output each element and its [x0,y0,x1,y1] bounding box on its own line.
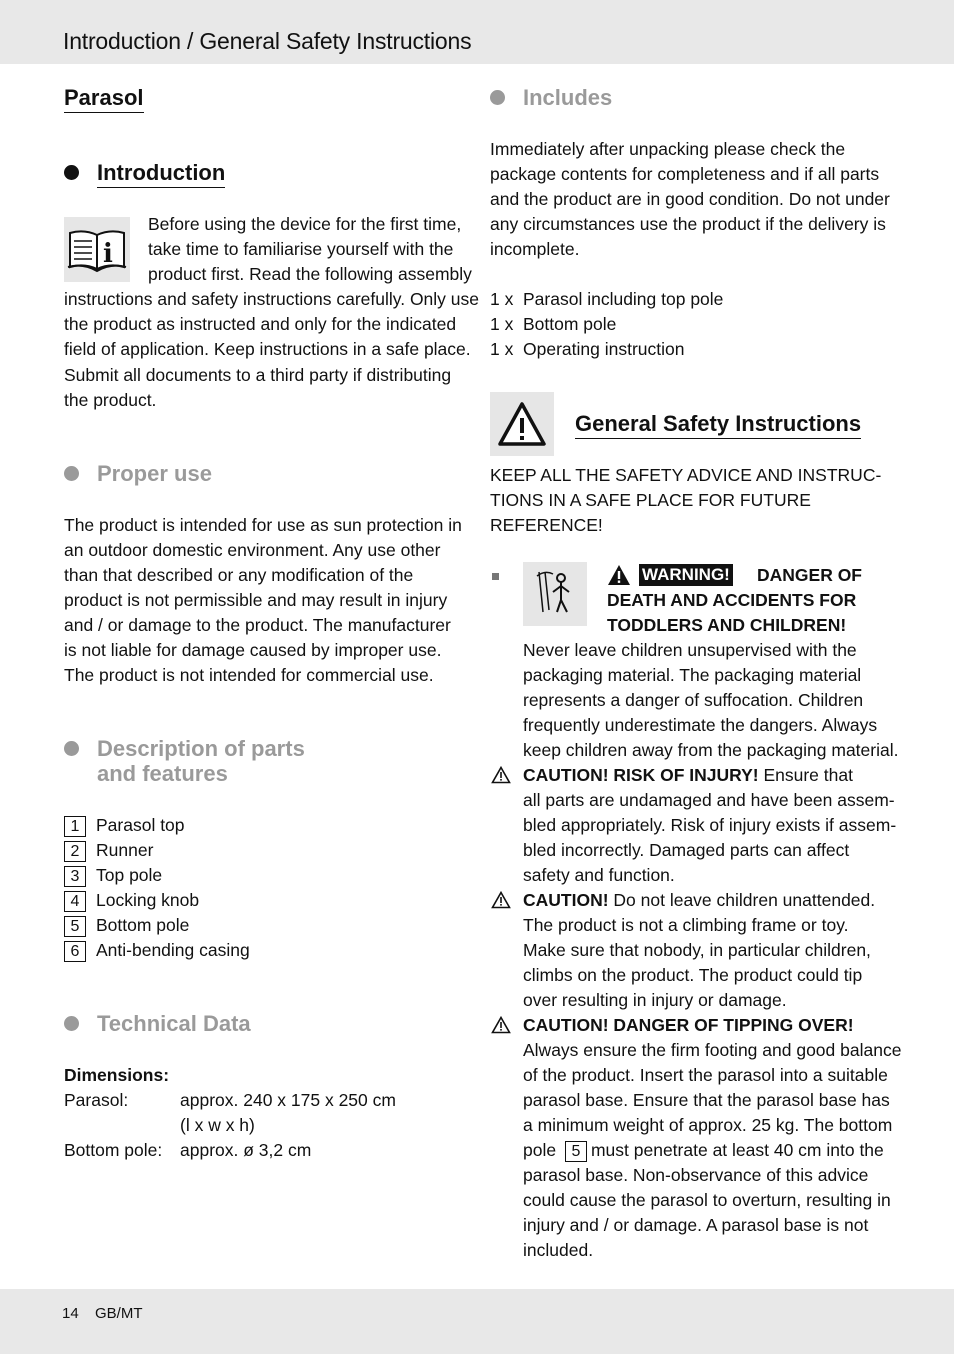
text-line: REFERENCE! [490,515,603,535]
caution-label: CAUTION! RISK OF INJURY! [523,765,759,785]
text-line: product first. Read the following assembly [148,264,472,284]
part-number: 6 [64,941,86,962]
includes-heading: Includes [523,85,613,110]
bottom-pole-label: Bottom pole: [64,1140,163,1160]
introduction-heading: Introduction [97,159,225,188]
text-line: Do not leave children unattended. [608,890,876,910]
text-line: is not liable for damage caused by improper use. [64,640,442,660]
safety-heading-wrap [575,410,861,439]
safety-heading: General Safety Instructions [575,410,861,439]
text-line: injury and / or damage. A parasol base is not [523,1215,869,1235]
text-line: Make sure that nobody, in particular children, [523,940,871,960]
text-line: the product as instructed and only for the indicated [64,314,457,334]
caution-label: CAUTION! [523,890,609,910]
text-line: frequently underestimate the dangers. Always [523,715,878,735]
bullet-icon [64,466,79,481]
bottom-pole-value: approx. ø 3,2 cm [180,1140,312,1160]
text-line: The product is not intended for commercial use. [64,665,434,685]
text-line: instructions and safety instructions carefully. Only use [64,289,480,309]
proper-use-heading: Proper use [97,461,212,486]
svg-text:i: i [103,239,113,269]
text-line: The product is intended for use as sun protection in [64,515,462,535]
part-number: 2 [64,841,86,862]
part-label: Bottom pole [96,915,190,935]
region-code: GB/MT [95,1305,143,1322]
text-line: and / or damage to the product. The manufacturer [64,615,451,635]
technical-heading: Technical Data [97,1011,251,1036]
item-label: Bottom pole [523,314,617,334]
item-qty: 1 x [490,314,514,334]
text-line: Before using the device for the first time, [148,214,462,234]
text-line: bled incorrectly. Damaged parts can affect [523,840,850,860]
introduction-heading-wrap [97,159,225,188]
square-bullet-icon [492,573,499,580]
dimensions-label: Dimensions: [64,1065,170,1085]
text-line: a minimum weight of approx. 25 kg. The bottom [523,1115,893,1135]
part-label: Locking knob [96,890,200,910]
text-line: climbs on the product. The product could tip [523,965,863,985]
caution-triangle-icon [491,1016,511,1034]
warning-label: WARNING! [639,564,733,586]
item-qty: 1 x [490,289,514,309]
parasol-value: approx. 240 x 175 x 250 cm [180,1090,396,1110]
list-item [64,888,199,913]
text-line: Immediately after unpacking please check the [490,139,846,159]
text-line: package contents for completeness and if all parts [490,164,880,184]
text-line: and the product are in good condition. Do not under [490,189,890,209]
text-line: pole [523,1140,557,1160]
caution-1-first-line [523,763,853,788]
caution-2-first-line [523,888,875,913]
text-line: could cause the parasol to overturn, resulting in [523,1190,891,1210]
description-heading-line1: Description of parts [97,736,305,761]
info-book-icon [64,217,130,282]
text-line: Submit all documents to a third party if distributing [64,365,452,385]
text-line: field of application. Keep instructions in a safe place. [64,339,471,359]
list-item [64,938,250,963]
item-qty: 1 x [490,339,514,359]
text-line: keep children away from the packaging material. [523,740,899,760]
text-line: all parts are undamaged and have been assem- [523,790,895,810]
text-line: DEATH AND ACCIDENTS FOR [607,590,857,610]
text-line: represents a danger of suffocation. Children [523,690,864,710]
list-item [64,813,185,838]
page-number: 14 [62,1305,79,1322]
text-line: must penetrate at least 40 cm into the [590,1140,884,1160]
text-line: KEEP ALL THE SAFETY ADVICE AND INSTRUC- [490,465,882,485]
item-label: Operating instruction [523,339,685,359]
item-label: Parasol including top pole [523,289,724,309]
caution-triangle-icon [491,891,511,909]
bullet-icon [64,165,79,180]
list-item [64,838,153,863]
text-line: included. [523,1240,594,1260]
text-line: Always ensure the firm footing and good balance [523,1040,902,1060]
text-line: an outdoor domestic environment. Any use other [64,540,441,560]
text-line: TIONS IN A SAFE PLACE FOR FUTURE [490,490,811,510]
child-hazard-icon [523,562,587,626]
parasol-label: Parasol: [64,1090,129,1110]
parasol-heading: Parasol [64,84,144,113]
bullet-icon [490,90,505,105]
text-line: than that described or any modification of the [64,565,414,585]
parasol-value-unit: (l x w x h) [180,1115,255,1135]
warning-triangle-icon [490,392,554,456]
caution-3-label: CAUTION! DANGER OF TIPPING OVER! [523,1015,854,1035]
parasol-heading-wrap [64,84,144,113]
text-line: packaging material. The packaging material [523,665,862,685]
part-number: 5 [64,916,86,937]
text-line: bled appropriately. Risk of injury exists if assem- [523,815,897,835]
text-line: incomplete. [490,239,580,259]
part-number: 1 [64,816,86,837]
description-heading-line2: and features [97,761,228,786]
text-line: Never leave children unsupervised with the [523,640,857,660]
text-line: The product is not a climbing frame or toy. [523,915,849,935]
text-line: TODDLERS AND CHILDREN! [607,615,847,635]
text-line: product is not permissible and may result in injury [64,590,448,610]
text-line: over resulting in injury or damage. [523,990,787,1010]
list-item [64,863,162,888]
caution-triangle-icon [491,766,511,784]
text-line: parasol base. Non-observance of this advice [523,1165,869,1185]
bullet-icon [64,1016,79,1031]
part-number: 5 [565,1141,587,1162]
text-line: Ensure that [758,765,853,785]
text-line: parasol base. Ensure that the parasol base has [523,1090,890,1110]
text-line: DANGER OF [757,565,862,585]
part-label: Anti-bending casing [96,940,250,960]
part-label: Parasol top [96,815,185,835]
part-number: 3 [64,866,86,887]
bullet-icon [64,741,79,756]
part-label: Runner [96,840,154,860]
list-item [64,913,189,938]
text-line: of the product. Insert the parasol into a suitable [523,1065,888,1085]
page-title: Introduction / General Safety Instructions [63,28,472,54]
warning-triangle-icon [607,564,631,586]
pole-line [523,1138,884,1163]
page-footer [0,1289,954,1354]
part-label: Top pole [96,865,163,885]
text-line: take time to familiarise yourself with the [148,239,454,259]
part-number: 4 [64,891,86,912]
text-line: the product. [64,390,157,410]
text-line: any circumstances use the product if the delivery is [490,214,886,234]
text-line: safety and function. [523,865,675,885]
